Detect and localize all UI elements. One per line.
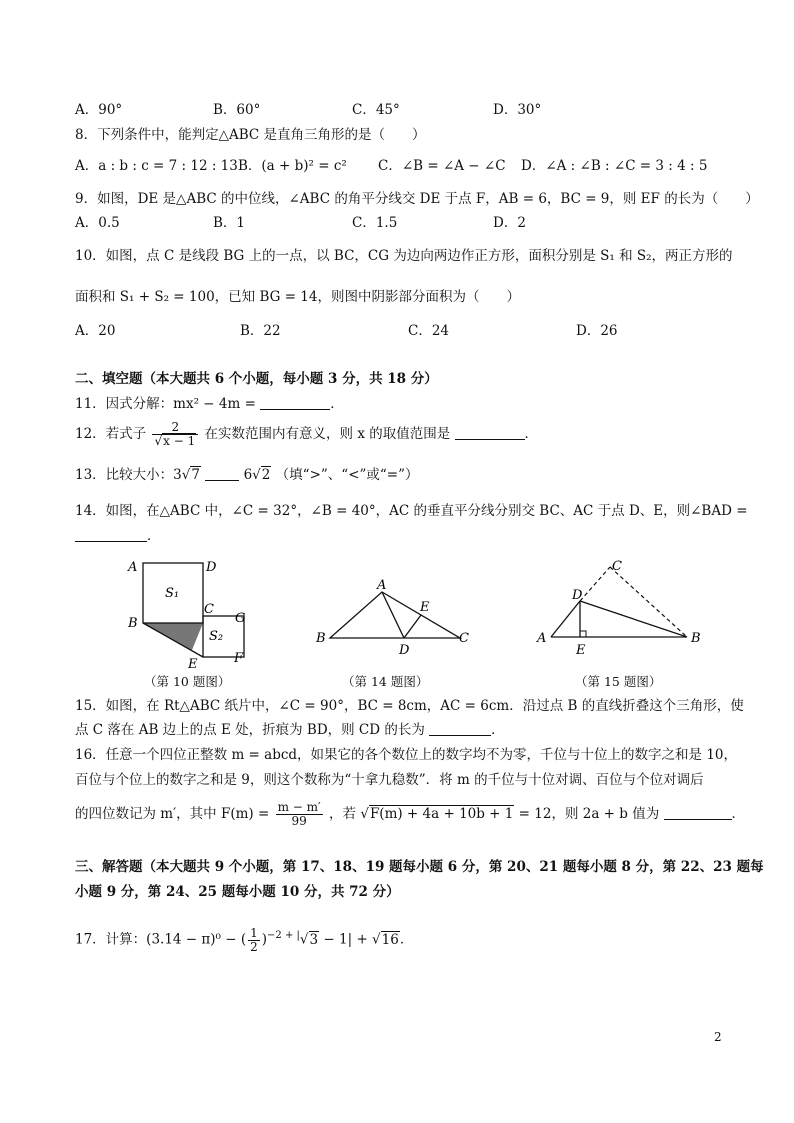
q17-exponent: −2 + | <box>267 930 300 941</box>
fig14-label-b: B <box>316 631 326 646</box>
q7-option-c: C．45° <box>352 102 400 118</box>
q9-option-b: B．1 <box>213 215 246 231</box>
q16-line3-mid: ，若 <box>329 806 357 822</box>
q16-fraction <box>276 801 323 828</box>
q16-frac-num: m − m′ <box>277 800 321 814</box>
q11-answer-blank[interactable] <box>260 396 330 410</box>
q8-option-a: A．a : b : c = 7 : 12 : 13 <box>75 158 238 174</box>
section3-heading-line1: 三、解答题（本大题共 9 个小题，第 17、18、19 题每小题 6 分，第 20、21 题每小题 8 分，第 22、23 题每 <box>75 859 764 875</box>
q17-frac-den: 2 <box>250 939 258 954</box>
fig10-label-f: F <box>234 651 244 666</box>
fig15-dashed-cb <box>610 567 687 637</box>
fig14-triangle-abc <box>330 592 460 638</box>
q13-prefix: 13．比较大小：3 <box>75 467 182 483</box>
fig14-label-d: D <box>399 643 410 658</box>
q13-suffix: （填“>”、“<”或“=”） <box>275 467 419 483</box>
fig15-label-a: A <box>537 631 547 646</box>
fig10-label-b: B <box>128 616 138 631</box>
q12-frac-num: 2 <box>152 421 198 435</box>
q9-option-a: A．0.5 <box>75 215 120 231</box>
q13-answer-blank[interactable] <box>205 467 239 481</box>
q16-line3-prefix: 的四位数记为 m′，其中 F(m) = <box>75 806 270 822</box>
q7-option-d: D．30° <box>493 102 542 118</box>
q13: 13．比较大小：3√7 6√2 （填“>”、“<”或“=”） <box>75 467 419 483</box>
q9-option-d: D．2 <box>493 215 526 231</box>
q8-stem: 8．下列条件中，能判定△ABC 是直角三角形的是（ ） <box>75 127 426 143</box>
fig10-label-s1: S₁ <box>165 586 180 601</box>
q16-line3: 的四位数记为 m′，其中 F(m) = $\frac{m - m'}{99}$ ，若 √F(m) + 4a + 10b + 1 = 12，则 2a + b 值为 ． <box>75 800 746 828</box>
figure-14 <box>310 575 480 660</box>
q12: 12．若式子 $\frac{2}{√x - 1}$ 在实数范围内有意义，则 x 的取值范围是 ． <box>75 420 539 448</box>
fig14-caption: （第 14 题图） <box>342 674 429 689</box>
q17: 17．计算：(3.14 − π)⁰ − ( $\frac{1}{2}$ )$^{-2 + |}$√3 − 1| + √16． <box>75 925 414 954</box>
q10-option-d: D．26 <box>576 323 618 339</box>
fig15-label-d: D <box>572 588 583 603</box>
q10-option-b: B．22 <box>240 323 281 339</box>
fig10-label-e: E <box>188 657 198 671</box>
q12-frac-den: √x − 1 <box>154 434 196 448</box>
fig14-line-de <box>404 615 421 638</box>
q13-rad2: 2 <box>261 467 271 483</box>
fig10-label-a: A <box>128 560 138 575</box>
fig15-label-e: E <box>576 643 586 656</box>
q15-line1: 15．如图，在 Rt△ABC 纸片中，∠C = 90°，BC = 8cm，AC = 6cm．沿过点 B 的直线折叠这个三角形，使 <box>75 698 744 714</box>
q9-option-c: C．1.5 <box>352 215 398 231</box>
q14-line2: ． <box>75 527 161 545</box>
q15-line2: 点 C 落在 AB 边上的点 E 处，折痕为 BD，则 CD 的长为 ． <box>75 722 505 738</box>
fig15-dashed-dc <box>580 567 610 601</box>
q10-line1: 10．如图，点 C 是线段 BG 上的一点，以 BC，CG 为边向两边作正方形，面积分别是 S₁ 和 S₂，两正方形的 <box>75 248 733 264</box>
q11: 11．因式分解：mx² − 4m = ． <box>75 396 344 412</box>
fig10-label-c: C <box>204 602 214 617</box>
fig15-right-angle-mark <box>580 631 586 637</box>
section2-heading: 二、填空题（本大题共 6 个小题，每小题 3 分，共 18 分） <box>75 371 438 387</box>
q17-frac-num: 1 <box>250 925 258 940</box>
q16-answer-blank[interactable] <box>664 806 732 820</box>
fig10-caption: （第 10 题图） <box>144 674 231 689</box>
section3-heading-line2: 小题 9 分，第 24、25 题每小题 10 分，共 72 分） <box>75 884 400 900</box>
figure-10 <box>118 556 268 671</box>
q16-frac-den: 99 <box>291 814 307 828</box>
q8-option-d: D．∠A : ∠B : ∠C = 3 : 4 : 5 <box>521 158 708 174</box>
fig14-label-c: C <box>459 631 469 646</box>
q17-end: ． <box>399 931 414 948</box>
q12-answer-blank[interactable] <box>455 426 525 440</box>
q17-tail: − 1| + <box>323 931 368 948</box>
q10-line2: 面积和 S₁ + S₂ = 100，已知 BG = 14，则图中阴影部分面积为（ ） <box>75 289 520 305</box>
figure-15 <box>532 556 712 656</box>
q9-stem: 9．如图，DE 是△ABC 的中位线，∠ABC 的角平分线交 DE 于点 F，AB = 6，BC = 9，则 EF 的长为（ ） <box>75 191 759 207</box>
fig15-line-db <box>580 601 687 637</box>
q11-text: 11．因式分解：mx² − 4m = <box>75 396 256 412</box>
q8-option-c: C．∠B = ∠A − ∠C <box>378 158 506 174</box>
fig14-label-a: A <box>377 578 387 593</box>
fig10-label-g: G <box>235 611 246 626</box>
q17-fraction <box>248 927 260 954</box>
fig15-label-c: C <box>612 559 622 574</box>
q13-mid: 6 <box>243 467 253 483</box>
q16-line2: 百位与个位上的数字之和是 9，则这个数称为“十拿九稳数”．将 m 的千位与十位对调、百位与个位对调后 <box>75 772 704 788</box>
page-number: 2 <box>714 1030 722 1044</box>
fig14-label-e: E <box>420 600 430 615</box>
q12-radicand: x − 1 <box>163 434 196 448</box>
q14-answer-blank[interactable] <box>75 528 147 542</box>
q7-option-b: B．60° <box>213 102 261 118</box>
q12-fraction <box>152 421 198 448</box>
q12-suffix: 在实数范围内有意义，则 x 的取值范围是 <box>204 426 451 442</box>
q16-line3-eq: = 12，则 2a + b 值为 <box>518 806 660 822</box>
q12-prefix: 12．若式子 <box>75 426 147 442</box>
q10-option-a: A．20 <box>75 323 116 339</box>
q7-option-a: A．90° <box>75 102 123 118</box>
fig10-label-s2: S₂ <box>209 629 224 644</box>
q14-line1: 14．如图，在△ABC 中，∠C = 32°，∠B = 40°，AC 的垂直平分线分别交 BC、AC 于点 D、E，则∠BAD = <box>75 503 748 519</box>
q15-line2-text: 点 C 落在 AB 边上的点 E 处，折痕为 BD，则 CD 的长为 <box>75 722 425 738</box>
fig15-line-ad <box>551 601 580 637</box>
q16-radicand: F(m) + 4a + 10b + 1 <box>369 806 514 822</box>
fig10-label-d: D <box>206 560 217 575</box>
q13-rad1: 7 <box>191 467 200 483</box>
q8-option-b: B．(a + b)² = c² <box>238 158 347 174</box>
q17-radicand: 16 <box>381 931 399 948</box>
q10-option-c: C．24 <box>408 323 450 339</box>
q16-line1: 16．任意一个四位正整数 m = abcd，如果它的各个数位上的数字均不为零，千位与十位上的数字之和是 10， <box>75 747 738 763</box>
fig15-label-b: B <box>691 631 701 646</box>
q17-prefix: 17．计算：(3.14 − π)⁰ − <box>75 931 237 948</box>
fig10-shaded-region <box>143 623 203 650</box>
q15-answer-blank[interactable] <box>429 722 491 736</box>
q17-abs-radicand: 3 <box>309 931 319 948</box>
fig15-caption: （第 15 题图） <box>575 674 662 689</box>
